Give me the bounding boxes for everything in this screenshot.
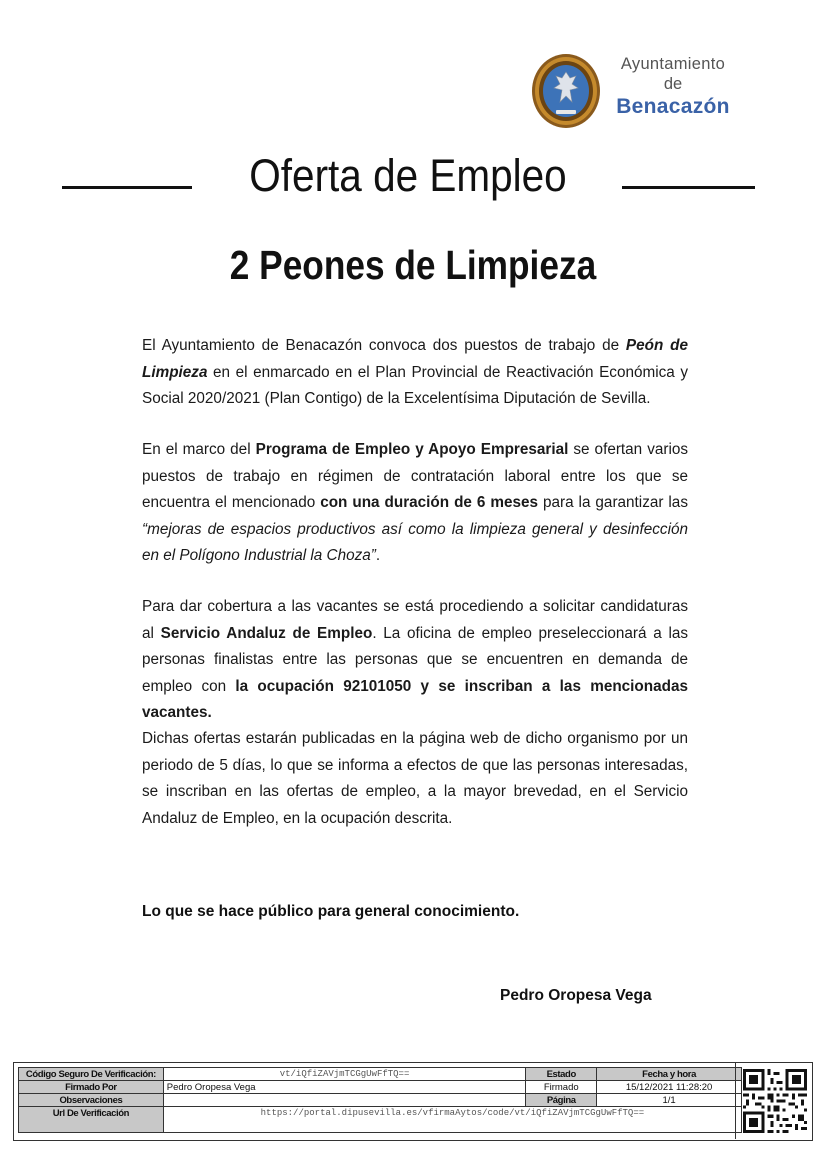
page-subtitle: 2 Peones de Limpieza <box>229 242 597 288</box>
verification-table <box>18 1067 742 1133</box>
paragraph-4 <box>142 726 688 832</box>
firmado-por-label: Firmado Por <box>19 1081 164 1094</box>
firmado-por-value: Pedro Oropesa Vega <box>163 1081 526 1094</box>
p2-text-3: para la garantizar las <box>538 494 688 511</box>
signer-name: Pedro Oropesa Vega <box>500 987 652 1004</box>
closing-statement: Lo que se hace público para general conocimiento. <box>142 903 520 920</box>
paragraph-3 <box>142 594 688 727</box>
url-label: Url De Verificación <box>19 1107 164 1133</box>
verification-row-signer <box>19 1081 742 1094</box>
fecha-value: 15/12/2021 11:28:20 <box>597 1081 742 1094</box>
qr-box <box>735 1063 812 1139</box>
p2-text-1: En el marco del <box>142 441 256 458</box>
p3-bold-service: Servicio Andaluz de Empleo <box>160 624 373 642</box>
p1-bold-job-title: Peón de Limpieza <box>142 337 689 381</box>
title-rule-left <box>62 186 192 189</box>
pagina-value: 1/1 <box>597 1094 742 1107</box>
p3-text-2: . La oficina de empleo preseleccionará a las personas finalistas entre las personas que se encuentren en demanda de empleo con <box>142 624 689 695</box>
verification-box <box>13 1062 813 1141</box>
p1-text-2: en el enmarcado en el Plan Provincial de Reactivación Económica y Social 2020/2021 (Plan Contigo) de la Excelentísima Diputación de Sevilla. <box>142 363 688 407</box>
p2-bold-program: Programa de Empleo y Apoyo Empresarial <box>255 441 569 458</box>
logo-line-de: de <box>663 75 683 93</box>
verification-row-csv <box>19 1068 742 1081</box>
page-title: Oferta de Empleo <box>249 150 567 201</box>
p3-text-1: Para dar cobertura a las vacantes se está procediendo a solicitar candidaturas al <box>142 598 688 642</box>
estado-value: Firmado <box>526 1081 597 1094</box>
paragraph-2 <box>142 437 688 570</box>
observaciones-value <box>163 1094 526 1107</box>
estado-label: Estado <box>526 1068 597 1081</box>
paragraph-1 <box>142 333 688 413</box>
logo-line-ayuntamiento: Ayuntamiento <box>620 55 726 73</box>
csv-label: Código Seguro De Verificación: <box>19 1068 164 1081</box>
verification-url[interactable]: https://portal.dipusevilla.es/vfirmaAytos/code/vt/iQfiZAVjmTCGgUwFfTQ== <box>163 1107 741 1133</box>
p4-text-1: Dichas ofertas estarán publicadas en la página web de dicho organismo por un periodo de 5 días, lo que se informa a efectos de que las personas interesadas, se inscriban en las ofertas de empleo, a la mayor brevedad, en el Servicio Andaluz de Empleo, en la ocupación descrita. <box>142 730 688 827</box>
municipality-logo <box>528 50 740 132</box>
logo-text <box>608 54 738 120</box>
verification-row-url <box>19 1107 742 1133</box>
title-rule-right <box>622 186 755 189</box>
verification-row-observaciones <box>19 1094 742 1107</box>
p2-text-4: . <box>375 547 381 564</box>
fecha-label: Fecha y hora <box>597 1068 742 1081</box>
logo-line-benacazon: Benacazón <box>616 95 730 118</box>
pagina-label: Página <box>526 1094 597 1107</box>
qr-code-icon <box>743 1068 807 1134</box>
csv-value: vt/iQfiZAVjmTCGgUwFfTQ== <box>163 1068 526 1081</box>
p2-text-2: se ofertan varios puestos de trabajo en régimen de contratación laboral entre los que se encuentra el mencionado <box>142 441 689 511</box>
title-row <box>0 148 826 206</box>
observaciones-label: Observaciones <box>19 1094 164 1107</box>
p3-bold-occupation: la ocupación 92101050 y se inscriban a las mencionadas vacantes. <box>142 677 688 721</box>
p2-italic-quote: “mejoras de espacios productivos así como la limpieza general y desinfección en el Polígono Industrial la Choza” <box>142 520 688 564</box>
p1-text-1: El Ayuntamiento de Benacazón convoca dos puestos de trabajo de <box>142 337 626 354</box>
p2-bold-duration: con una duración de 6 meses <box>320 494 538 511</box>
municipal-seal-icon <box>530 52 602 130</box>
